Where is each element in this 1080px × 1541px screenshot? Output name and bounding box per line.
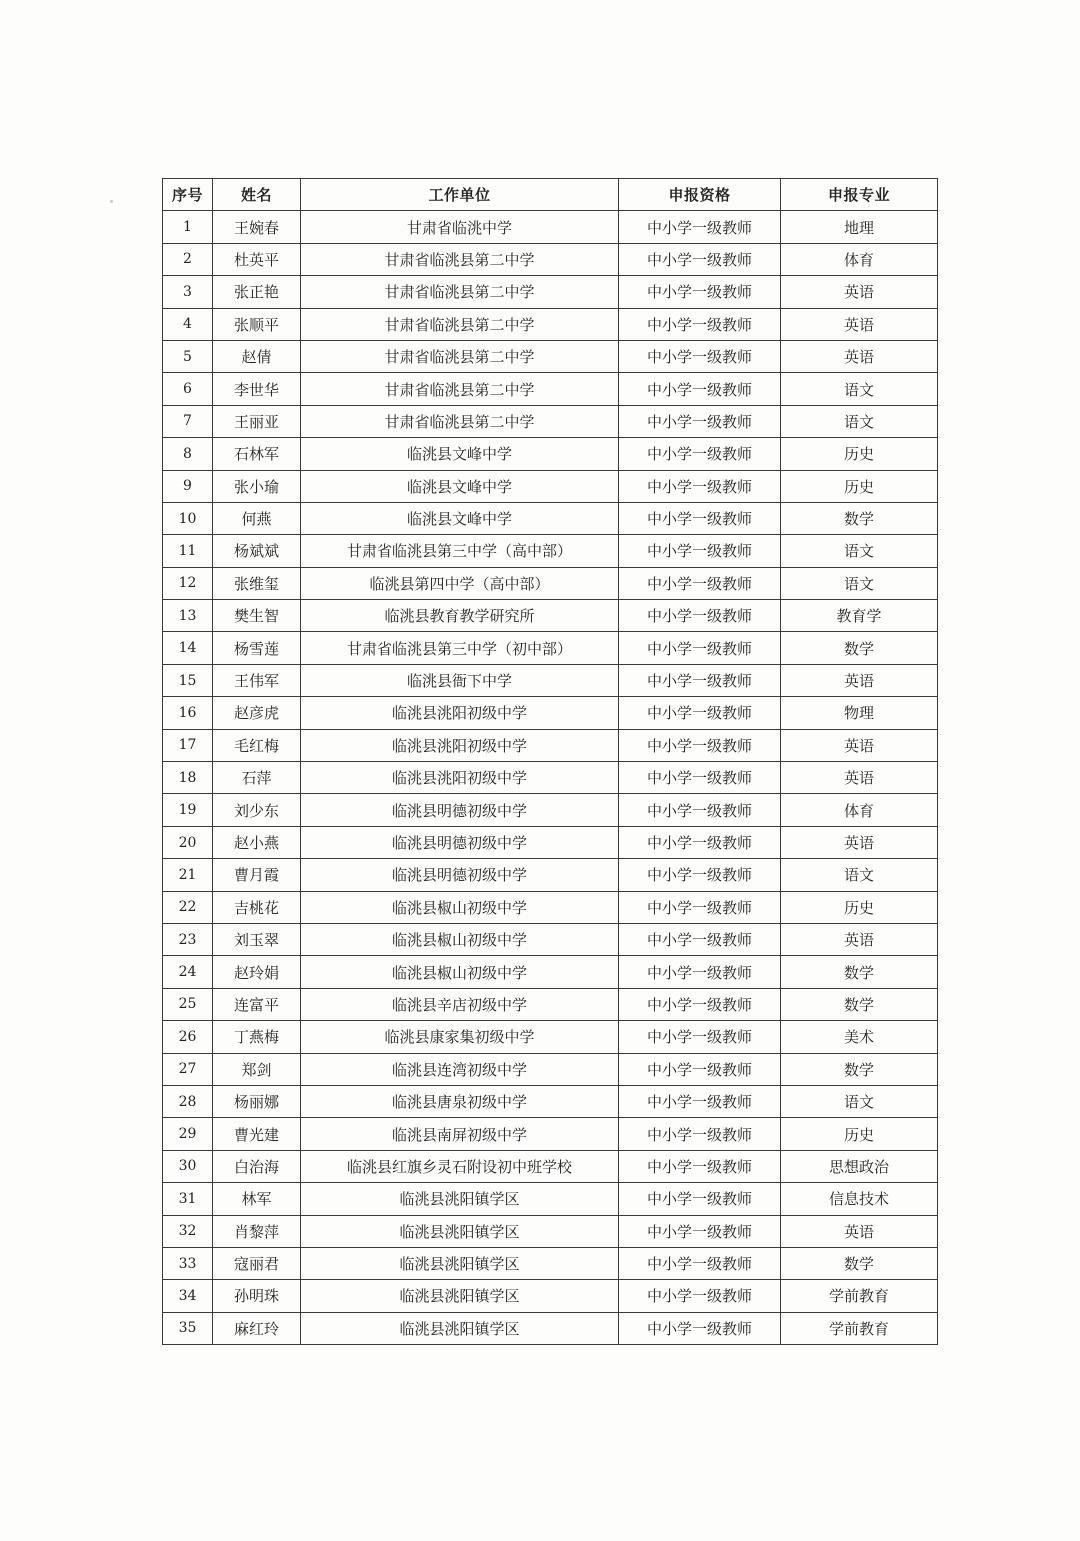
cell-name: 王伟军 — [213, 664, 301, 696]
table-row — [163, 729, 938, 761]
table-row — [163, 1053, 938, 1085]
cell-name: 杨雪莲 — [213, 632, 301, 664]
cell-major: 语文 — [781, 567, 938, 599]
cell-no: 27 — [163, 1053, 213, 1085]
cell-unit: 临洮县洮阳镇学区 — [301, 1215, 619, 1247]
cell-no: 10 — [163, 502, 213, 534]
cell-major: 语文 — [781, 859, 938, 891]
cell-major: 历史 — [781, 1118, 938, 1150]
cell-no: 6 — [163, 373, 213, 405]
cell-unit: 临洮县椒山初级中学 — [301, 891, 619, 923]
cell-major: 语文 — [781, 1085, 938, 1117]
cell-unit: 临洮县红旗乡灵石附设初中班学校 — [301, 1150, 619, 1182]
cell-qualification: 中小学一级教师 — [619, 859, 781, 891]
cell-name: 杨斌斌 — [213, 535, 301, 567]
cell-major: 语文 — [781, 405, 938, 437]
cell-name: 赵彦虎 — [213, 697, 301, 729]
cell-qualification: 中小学一级教师 — [619, 632, 781, 664]
cell-qualification: 中小学一级教师 — [619, 373, 781, 405]
cell-major: 历史 — [781, 438, 938, 470]
table-row — [163, 308, 938, 340]
cell-qualification: 中小学一级教师 — [619, 794, 781, 826]
cell-qualification: 中小学一级教师 — [619, 276, 781, 308]
cell-no: 12 — [163, 567, 213, 599]
cell-no: 9 — [163, 470, 213, 502]
cell-major: 地理 — [781, 211, 938, 243]
cell-name: 张正艳 — [213, 276, 301, 308]
cell-qualification: 中小学一级教师 — [619, 826, 781, 858]
table-row — [163, 1150, 938, 1182]
table-row — [163, 697, 938, 729]
cell-qualification: 中小学一级教师 — [619, 1021, 781, 1053]
table-row — [163, 632, 938, 664]
cell-unit: 甘肃省临洮中学 — [301, 211, 619, 243]
cell-major: 数学 — [781, 1247, 938, 1279]
cell-unit: 临洮县辛店初级中学 — [301, 988, 619, 1020]
cell-qualification: 中小学一级教师 — [619, 1312, 781, 1344]
cell-name: 毛红梅 — [213, 729, 301, 761]
cell-unit: 临洮县椒山初级中学 — [301, 956, 619, 988]
cell-no: 26 — [163, 1021, 213, 1053]
cell-major: 数学 — [781, 956, 938, 988]
cell-unit: 临洮县椒山初级中学 — [301, 923, 619, 955]
cell-unit: 临洮县衙下中学 — [301, 664, 619, 696]
cell-qualification: 中小学一级教师 — [619, 1280, 781, 1312]
cell-unit: 临洮县唐泉初级中学 — [301, 1085, 619, 1117]
cell-name: 张维玺 — [213, 567, 301, 599]
cell-qualification: 中小学一级教师 — [619, 1215, 781, 1247]
cell-name: 林军 — [213, 1183, 301, 1215]
cell-name: 连富平 — [213, 988, 301, 1020]
cell-unit: 甘肃省临洮县第二中学 — [301, 373, 619, 405]
cell-major: 物理 — [781, 697, 938, 729]
cell-qualification: 中小学一级教师 — [619, 1053, 781, 1085]
header-unit: 工作单位 — [301, 179, 619, 211]
header-no: 序号 — [163, 179, 213, 211]
cell-major: 思想政治 — [781, 1150, 938, 1182]
cell-unit: 甘肃省临洮县第三中学（高中部） — [301, 535, 619, 567]
table-row — [163, 1247, 938, 1279]
cell-qualification: 中小学一级教师 — [619, 762, 781, 794]
cell-unit: 临洮县洮阳镇学区 — [301, 1247, 619, 1279]
cell-name: 郑剑 — [213, 1053, 301, 1085]
cell-no: 22 — [163, 891, 213, 923]
cell-no: 21 — [163, 859, 213, 891]
cell-no: 34 — [163, 1280, 213, 1312]
cell-no: 20 — [163, 826, 213, 858]
cell-qualification: 中小学一级教师 — [619, 1150, 781, 1182]
table-header-row — [163, 179, 938, 211]
cell-no: 35 — [163, 1312, 213, 1344]
cell-major: 语文 — [781, 373, 938, 405]
cell-major: 语文 — [781, 535, 938, 567]
cell-unit: 临洮县洮阳镇学区 — [301, 1183, 619, 1215]
cell-no: 32 — [163, 1215, 213, 1247]
cell-qualification: 中小学一级教师 — [619, 243, 781, 275]
cell-unit: 临洮县洮阳初级中学 — [301, 762, 619, 794]
cell-qualification: 中小学一级教师 — [619, 535, 781, 567]
table-row — [163, 405, 938, 437]
cell-unit: 临洮县第四中学（高中部） — [301, 567, 619, 599]
cell-no: 19 — [163, 794, 213, 826]
cell-no: 2 — [163, 243, 213, 275]
cell-no: 11 — [163, 535, 213, 567]
table-row — [163, 859, 938, 891]
cell-major: 美术 — [781, 1021, 938, 1053]
cell-unit: 临洮县文峰中学 — [301, 502, 619, 534]
cell-name: 刘少东 — [213, 794, 301, 826]
table-row — [163, 1312, 938, 1344]
cell-name: 张顺平 — [213, 308, 301, 340]
cell-qualification: 中小学一级教师 — [619, 988, 781, 1020]
cell-name: 肖黎萍 — [213, 1215, 301, 1247]
cell-name: 王丽亚 — [213, 405, 301, 437]
table-row — [163, 988, 938, 1020]
cell-qualification: 中小学一级教师 — [619, 600, 781, 632]
cell-qualification: 中小学一级教师 — [619, 729, 781, 761]
cell-unit: 临洮县教育教学研究所 — [301, 600, 619, 632]
cell-name: 寇丽君 — [213, 1247, 301, 1279]
cell-unit: 临洮县洮阳初级中学 — [301, 729, 619, 761]
cell-no: 25 — [163, 988, 213, 1020]
cell-qualification: 中小学一级教师 — [619, 956, 781, 988]
cell-major: 体育 — [781, 794, 938, 826]
table-row — [163, 438, 938, 470]
cell-name: 麻红玲 — [213, 1312, 301, 1344]
cell-major: 英语 — [781, 276, 938, 308]
cell-major: 信息技术 — [781, 1183, 938, 1215]
table-row — [163, 373, 938, 405]
cell-no: 29 — [163, 1118, 213, 1150]
cell-qualification: 中小学一级教师 — [619, 211, 781, 243]
table-row — [163, 923, 938, 955]
cell-name: 赵小燕 — [213, 826, 301, 858]
cell-major: 教育学 — [781, 600, 938, 632]
cell-no: 18 — [163, 762, 213, 794]
table-row — [163, 1215, 938, 1247]
table-row — [163, 211, 938, 243]
cell-unit: 甘肃省临洮县第二中学 — [301, 276, 619, 308]
cell-qualification: 中小学一级教师 — [619, 308, 781, 340]
table-row — [163, 276, 938, 308]
cell-qualification: 中小学一级教师 — [619, 1085, 781, 1117]
cell-major: 英语 — [781, 340, 938, 372]
cell-unit: 甘肃省临洮县第二中学 — [301, 308, 619, 340]
cell-name: 杜英平 — [213, 243, 301, 275]
cell-name: 樊生智 — [213, 600, 301, 632]
cell-qualification: 中小学一级教师 — [619, 923, 781, 955]
cell-name: 白治海 — [213, 1150, 301, 1182]
cell-unit: 临洮县康家集初级中学 — [301, 1021, 619, 1053]
cell-unit: 临洮县洮阳镇学区 — [301, 1312, 619, 1344]
cell-qualification: 中小学一级教师 — [619, 470, 781, 502]
cell-name: 石林军 — [213, 438, 301, 470]
cell-major: 英语 — [781, 762, 938, 794]
cell-major: 体育 — [781, 243, 938, 275]
table-row — [163, 891, 938, 923]
cell-qualification: 中小学一级教师 — [619, 1247, 781, 1279]
cell-major: 数学 — [781, 1053, 938, 1085]
cell-major: 学前教育 — [781, 1312, 938, 1344]
cell-name: 王婉春 — [213, 211, 301, 243]
cell-unit: 甘肃省临洮县第二中学 — [301, 243, 619, 275]
cell-unit: 临洮县洮阳镇学区 — [301, 1280, 619, 1312]
cell-unit: 临洮县文峰中学 — [301, 438, 619, 470]
table-row — [163, 470, 938, 502]
teacher-roster-table — [162, 178, 938, 1345]
table-row — [163, 1183, 938, 1215]
cell-major: 数学 — [781, 988, 938, 1020]
table-row — [163, 664, 938, 696]
cell-no: 8 — [163, 438, 213, 470]
header-qualification: 申报资格 — [619, 179, 781, 211]
table-row — [163, 243, 938, 275]
header-major: 申报专业 — [781, 179, 938, 211]
table-row — [163, 567, 938, 599]
cell-no: 31 — [163, 1183, 213, 1215]
table-row — [163, 794, 938, 826]
cell-unit: 临洮县明德初级中学 — [301, 859, 619, 891]
cell-no: 5 — [163, 340, 213, 372]
cell-major: 英语 — [781, 308, 938, 340]
cell-name: 孙明珠 — [213, 1280, 301, 1312]
cell-unit: 临洮县明德初级中学 — [301, 794, 619, 826]
cell-unit: 临洮县洮阳初级中学 — [301, 697, 619, 729]
table-row — [163, 1118, 938, 1150]
cell-qualification: 中小学一级教师 — [619, 405, 781, 437]
cell-qualification: 中小学一级教师 — [619, 502, 781, 534]
cell-unit: 临洮县文峰中学 — [301, 470, 619, 502]
cell-no: 28 — [163, 1085, 213, 1117]
cell-no: 24 — [163, 956, 213, 988]
table-body — [163, 211, 938, 1345]
cell-qualification: 中小学一级教师 — [619, 697, 781, 729]
scan-speck — [110, 200, 113, 203]
cell-major: 英语 — [781, 923, 938, 955]
cell-qualification: 中小学一级教师 — [619, 340, 781, 372]
cell-name: 石萍 — [213, 762, 301, 794]
header-name: 姓名 — [213, 179, 301, 211]
table-row — [163, 340, 938, 372]
cell-no: 7 — [163, 405, 213, 437]
cell-qualification: 中小学一级教师 — [619, 438, 781, 470]
cell-qualification: 中小学一级教师 — [619, 891, 781, 923]
cell-name: 曹光建 — [213, 1118, 301, 1150]
cell-major: 历史 — [781, 470, 938, 502]
cell-name: 丁燕梅 — [213, 1021, 301, 1053]
cell-major: 英语 — [781, 664, 938, 696]
cell-no: 16 — [163, 697, 213, 729]
cell-no: 13 — [163, 600, 213, 632]
cell-name: 杨丽娜 — [213, 1085, 301, 1117]
cell-unit: 临洮县明德初级中学 — [301, 826, 619, 858]
cell-qualification: 中小学一级教师 — [619, 664, 781, 696]
table-row — [163, 502, 938, 534]
cell-name: 曹月霞 — [213, 859, 301, 891]
cell-unit: 临洮县南屏初级中学 — [301, 1118, 619, 1150]
cell-no: 33 — [163, 1247, 213, 1279]
table-row — [163, 826, 938, 858]
table-row — [163, 535, 938, 567]
table-row — [163, 1021, 938, 1053]
cell-no: 23 — [163, 923, 213, 955]
cell-no: 14 — [163, 632, 213, 664]
cell-major: 英语 — [781, 729, 938, 761]
cell-major: 学前教育 — [781, 1280, 938, 1312]
cell-qualification: 中小学一级教师 — [619, 1183, 781, 1215]
table-row — [163, 600, 938, 632]
cell-major: 数学 — [781, 502, 938, 534]
cell-name: 何燕 — [213, 502, 301, 534]
cell-major: 数学 — [781, 632, 938, 664]
table-row — [163, 1280, 938, 1312]
cell-major: 历史 — [781, 891, 938, 923]
cell-no: 3 — [163, 276, 213, 308]
cell-unit: 甘肃省临洮县第二中学 — [301, 405, 619, 437]
cell-name: 张小瑜 — [213, 470, 301, 502]
cell-major: 英语 — [781, 1215, 938, 1247]
cell-no: 30 — [163, 1150, 213, 1182]
cell-unit: 甘肃省临洮县第二中学 — [301, 340, 619, 372]
cell-qualification: 中小学一级教师 — [619, 1118, 781, 1150]
cell-no: 15 — [163, 664, 213, 696]
table-row — [163, 956, 938, 988]
cell-no: 1 — [163, 211, 213, 243]
cell-name: 刘玉翠 — [213, 923, 301, 955]
cell-name: 李世华 — [213, 373, 301, 405]
cell-no: 17 — [163, 729, 213, 761]
cell-no: 4 — [163, 308, 213, 340]
cell-unit: 甘肃省临洮县第三中学（初中部） — [301, 632, 619, 664]
cell-name: 赵玲娟 — [213, 956, 301, 988]
cell-major: 英语 — [781, 826, 938, 858]
cell-qualification: 中小学一级教师 — [619, 567, 781, 599]
cell-unit: 临洮县连湾初级中学 — [301, 1053, 619, 1085]
table-row — [163, 762, 938, 794]
table-row — [163, 1085, 938, 1117]
cell-name: 赵倩 — [213, 340, 301, 372]
cell-name: 吉桃花 — [213, 891, 301, 923]
